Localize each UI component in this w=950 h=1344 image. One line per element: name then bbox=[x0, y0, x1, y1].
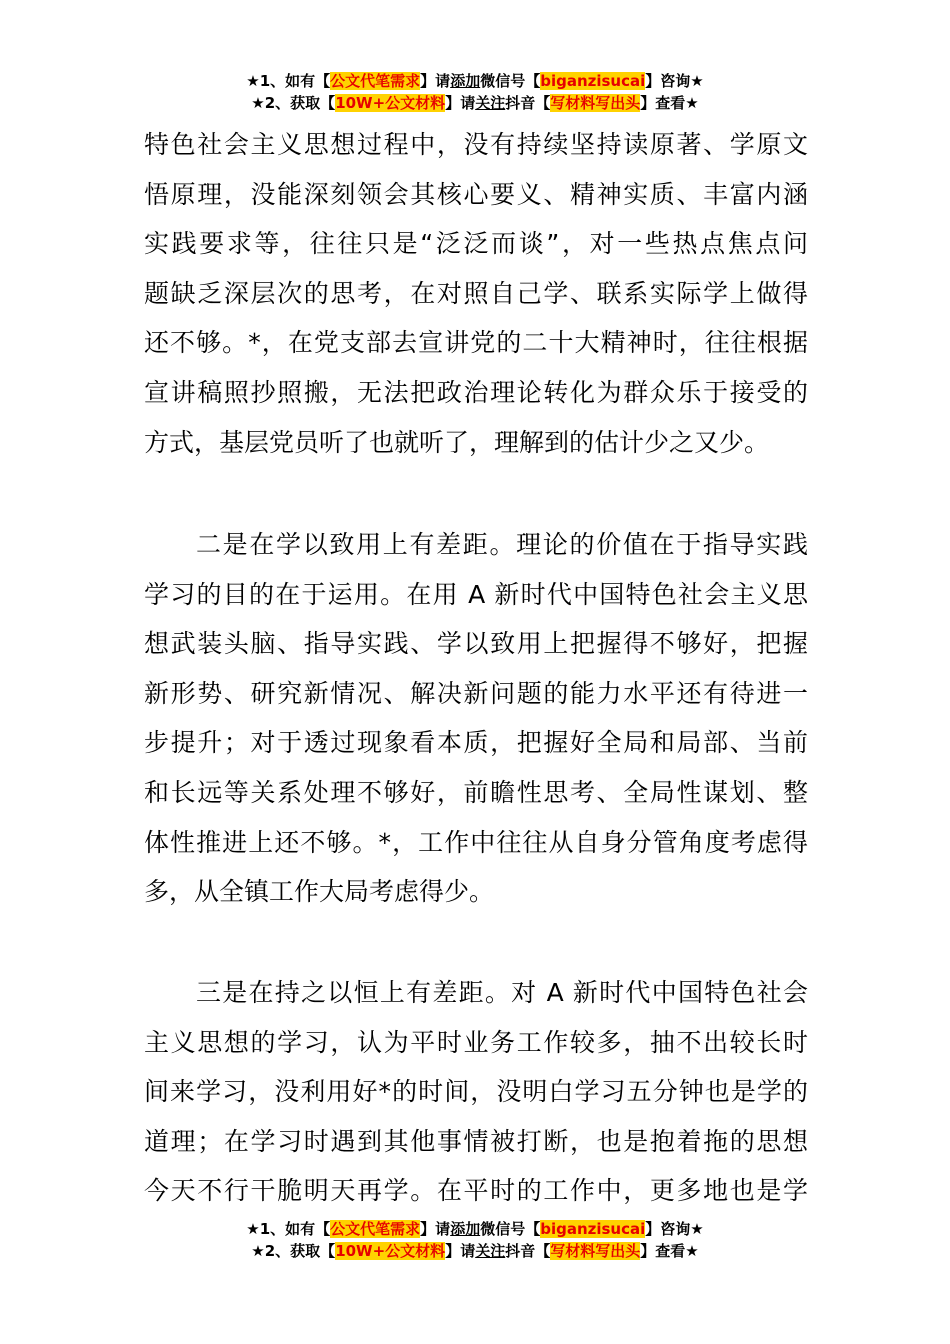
banner-text: 】查看★ bbox=[640, 94, 699, 112]
text-line: 今天不行干脆明天再学。在平时的工作中，更多地也是学 bbox=[144, 1176, 808, 1206]
text-line: 新形势、研究新情况、解决新问题的能力水平还有待进一 bbox=[144, 678, 808, 708]
text-line: 还不够。*，在党支部去宣讲党的二十大精神时，往往根据 bbox=[144, 328, 808, 358]
highlight-wechat-id: biganzisucai bbox=[540, 72, 646, 90]
highlight-materials: 10W+公文材料 bbox=[335, 1242, 446, 1260]
text-line: 和长远等关系处理不够好，前瞻性思考、全局性谋划、整 bbox=[144, 777, 808, 807]
banner-text: 】请 bbox=[445, 94, 476, 112]
text-line: 二是在学以致用上有差距。理论的价值在于指导实践 bbox=[196, 530, 808, 559]
banner-text: ★1、如有【 bbox=[246, 72, 331, 90]
highlight-douyin-account: 写材料写出头 bbox=[550, 1242, 641, 1260]
text-line: 学习的目的在于运用。在用 A 新时代中国特色社会主义思 bbox=[144, 579, 808, 609]
text-line: 体性推进上还不够。*，工作中往往从自身分管角度考虑得 bbox=[144, 827, 808, 857]
text-line: 宣讲稿照抄照搬，无法把政治理论转化为群众乐于接受的 bbox=[144, 377, 808, 407]
banner-text: ★2、获取【 bbox=[251, 1242, 336, 1260]
text-line: 三是在持之以恒上有差距。对 A 新时代中国特色社会 bbox=[196, 978, 808, 1007]
highlight-service: 公文代笔需求 bbox=[330, 1220, 421, 1238]
highlight-wechat-id: biganzisucai bbox=[540, 1220, 646, 1238]
underlined-follow: 关注 bbox=[475, 94, 506, 112]
banner-text: 微信号【 bbox=[480, 1220, 541, 1238]
paragraph-3 bbox=[144, 968, 808, 1216]
banner-text: 】咨询★ bbox=[645, 72, 704, 90]
header-banner bbox=[0, 70, 950, 114]
text-line: 间来学习，没利用好*的时间，没明白学习五分钟也是学的 bbox=[144, 1077, 808, 1107]
banner-text: ★2、获取【 bbox=[251, 94, 336, 112]
text-line: 方式，基层党员听了也就听了，理解到的估计少之又少。 bbox=[144, 427, 770, 457]
banner-text: 】请 bbox=[445, 1242, 476, 1260]
footer-banner bbox=[0, 1218, 950, 1262]
text-line: 悟原理，没能深刻领会其核心要义、精神实质、丰富内涵 bbox=[144, 179, 808, 209]
banner-line-1 bbox=[0, 70, 950, 92]
banner-line-1 bbox=[0, 1218, 950, 1240]
text-line: 想武装头脑、指导实践、学以致用上把握得不够好，把握 bbox=[144, 629, 808, 659]
banner-text: ★1、如有【 bbox=[246, 1220, 331, 1238]
highlight-materials: 10W+公文材料 bbox=[335, 94, 446, 112]
underlined-add: 添加 bbox=[450, 72, 481, 90]
banner-text: 】查看★ bbox=[640, 1242, 699, 1260]
text-line: 题缺乏深层次的思考，在对照自己学、联系实际学上做得 bbox=[144, 278, 808, 308]
banner-text: 】请 bbox=[420, 1220, 451, 1238]
text-line: 主义思想的学习，认为平时业务工作较多，抽不出较长时 bbox=[144, 1027, 808, 1057]
text-line: 特色社会主义思想过程中，没有持续坚持读原著、学原文 bbox=[144, 130, 808, 159]
paragraph-2 bbox=[144, 520, 808, 917]
text-line: 道理；在学习时遇到其他事情被打断，也是抱着拖的思想 bbox=[144, 1126, 808, 1156]
highlight-douyin-account: 写材料写出头 bbox=[550, 94, 641, 112]
banner-line-2 bbox=[0, 1240, 950, 1262]
banner-text: 】请 bbox=[420, 72, 451, 90]
banner-text: 抖音【 bbox=[505, 94, 551, 112]
text-line: 实践要求等，往往只是“泛泛而谈”，对一些热点焦点问 bbox=[144, 229, 808, 259]
banner-text: 微信号【 bbox=[480, 72, 541, 90]
paragraph-1 bbox=[144, 120, 808, 467]
text-line: 步提升；对于透过现象看本质，把握好全局和局部、当前 bbox=[144, 728, 808, 758]
banner-text: 】咨询★ bbox=[645, 1220, 704, 1238]
underlined-add: 添加 bbox=[450, 1220, 481, 1238]
highlight-service: 公文代笔需求 bbox=[330, 72, 421, 90]
banner-text: 抖音【 bbox=[505, 1242, 551, 1260]
underlined-follow: 关注 bbox=[475, 1242, 506, 1260]
text-line: 多，从全镇工作大局考虑得少。 bbox=[144, 877, 495, 907]
banner-line-2 bbox=[0, 92, 950, 114]
